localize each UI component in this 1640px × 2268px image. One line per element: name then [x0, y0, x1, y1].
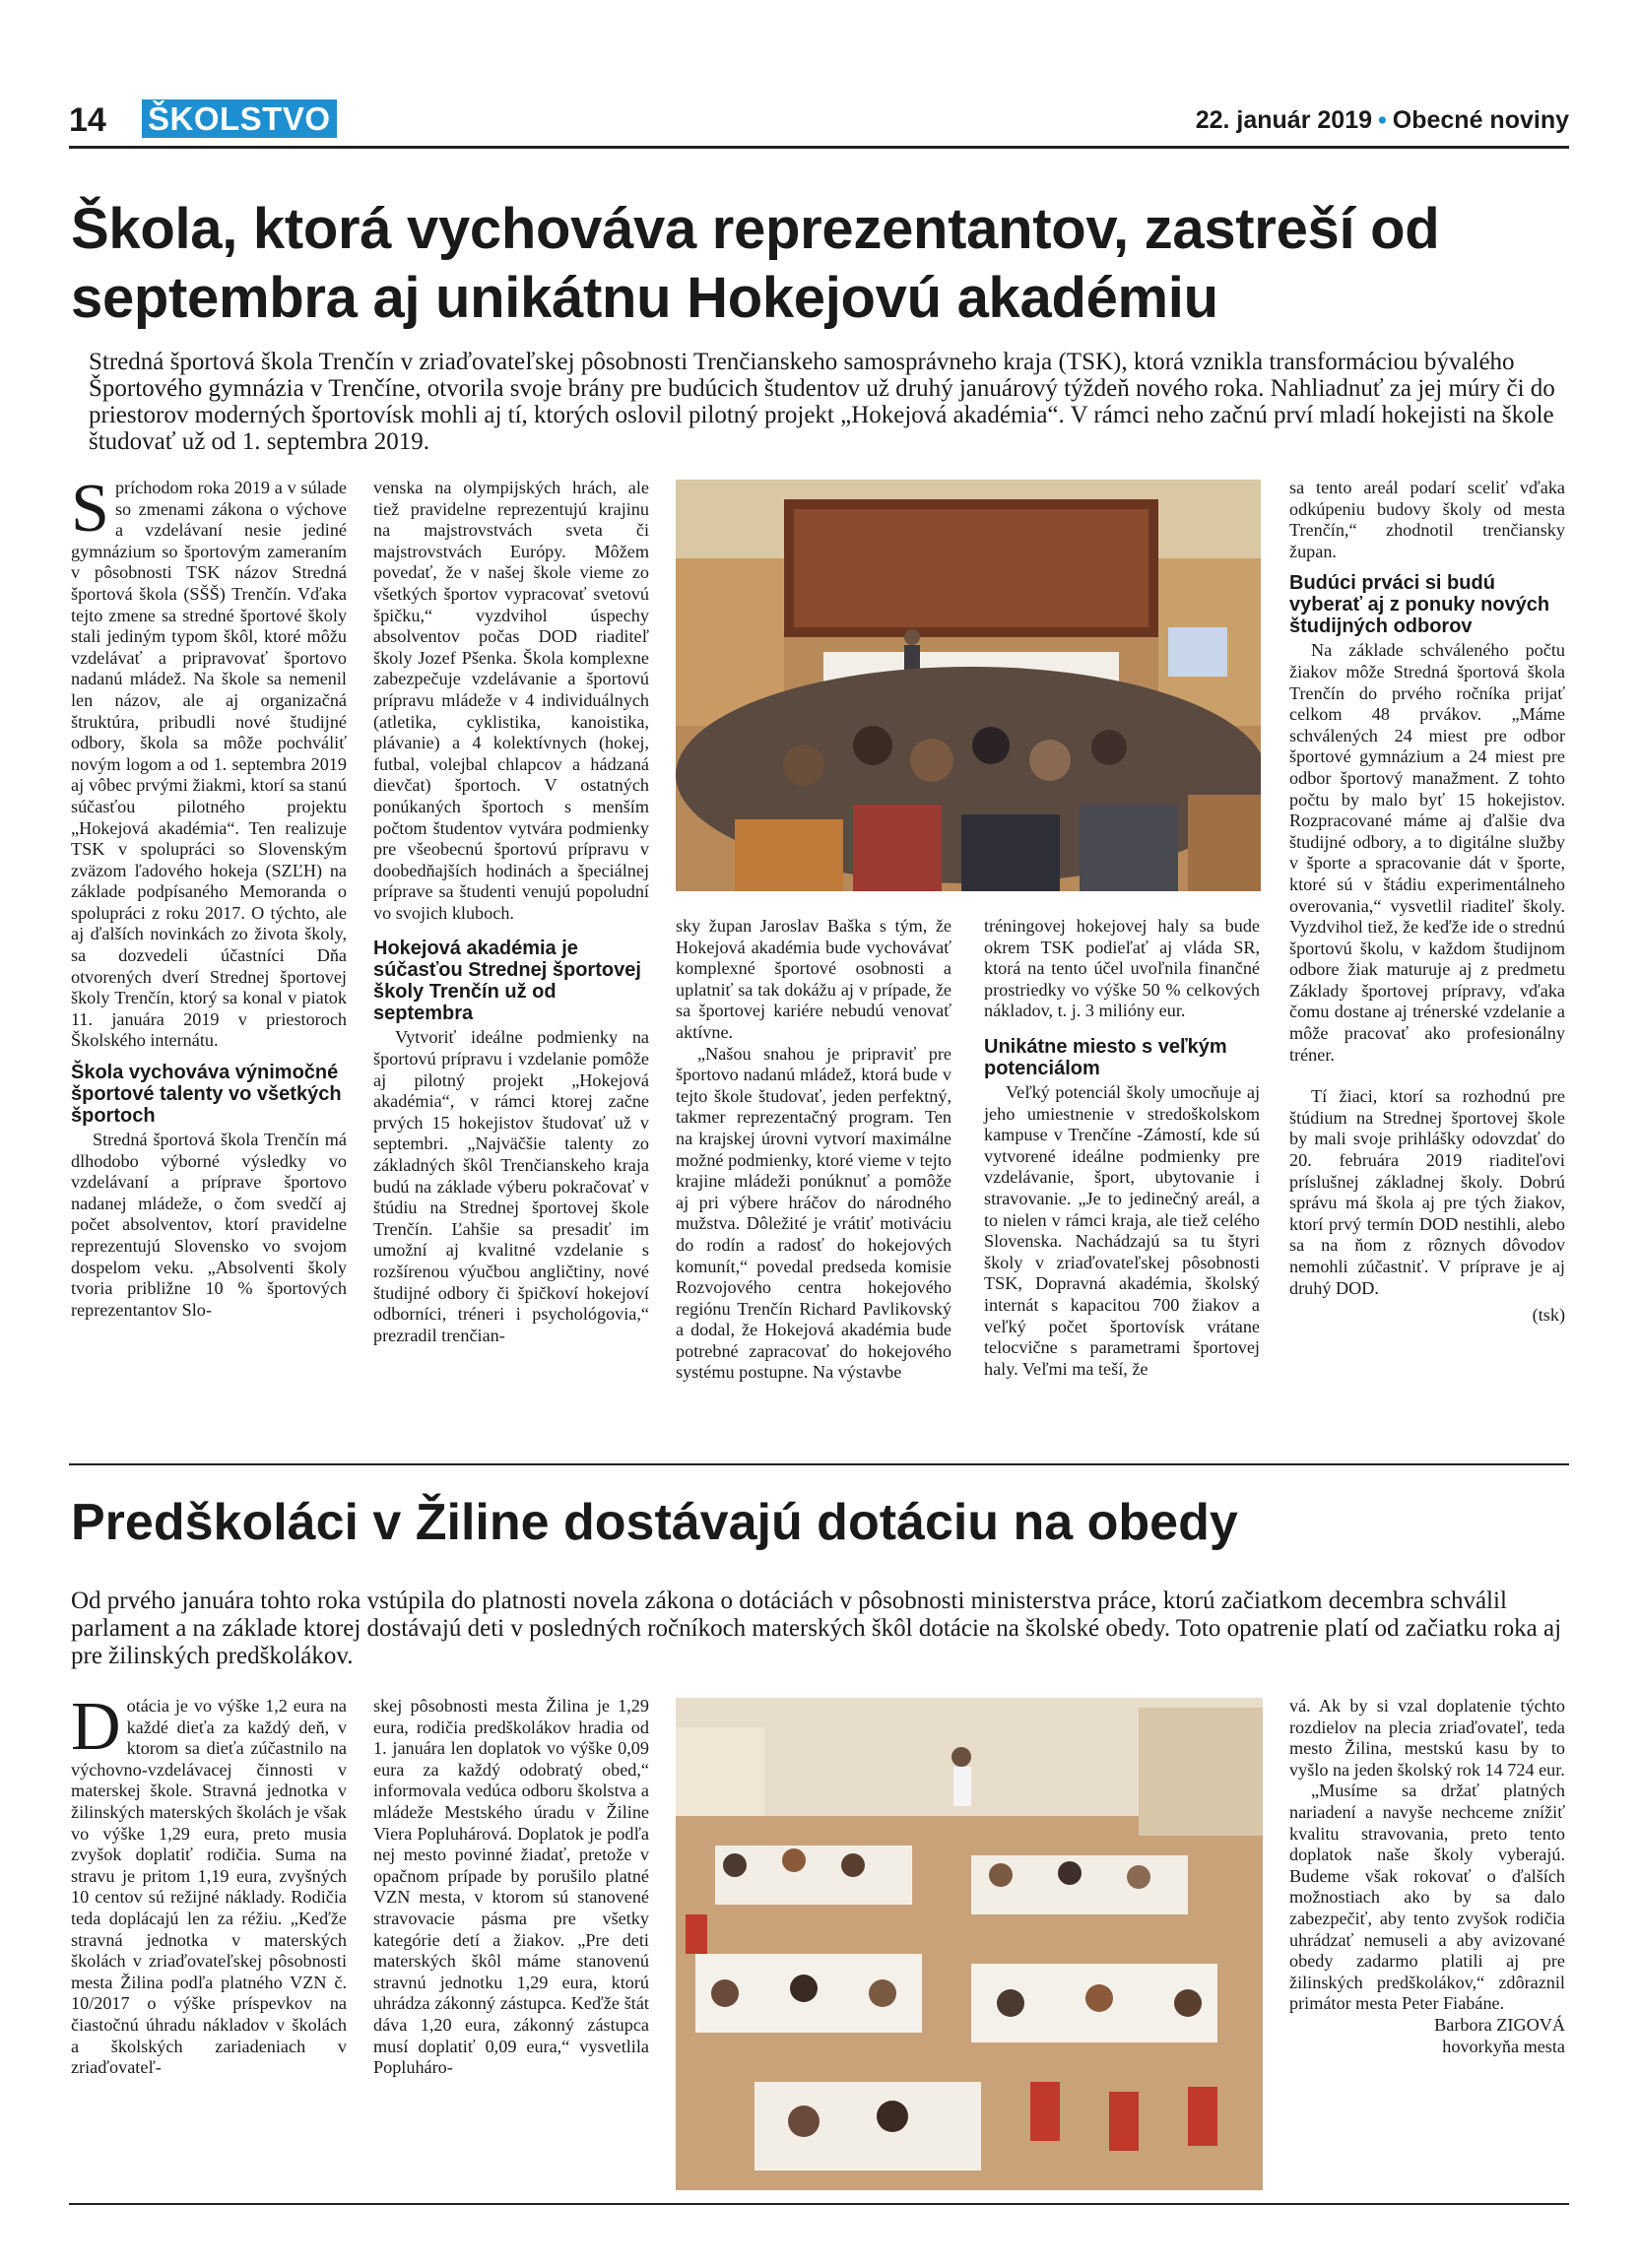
article1-col5-para3: Tí žiaci, ktorí sa rozhodnú pre štúdium na Strednej športovej škole by mali svoje prihlášky odovzdať do 20. februára 2019 riaditeľovi príslušnej základnej školy. Dobrú správu má škola aj pre tých žiakov, ktorí prvý termín DOD nestihli, alebo sa na ňom z rôznych dôvodov nemohli zúčastniť. V príprave je aj druhý DOD.	[1289, 1086, 1565, 1298]
article2-col1-text1: otácia je vo výške 1,2 eura na každé dieťa za každý deň, v ktorom sa dieťa zúčastnilo na výchovno-vzdelávacej činnosti v materskej škole. Stravná jednotka v žilinských materských školách je však vo výške 1,29 eura, preto musia zvyšok doplatiť rodičia. Suma na stravu je pritom 1,19 eura, zvyšných 10 centov sú režijné náklady. Rodičia teda doplácajú len za réžiu. „Keďže stravná jednotka v materských školách v zriaďovateľskej pôsobnosti mesta Žilina podľa platného VZN č. 10/2017 o výške príspevkov na čiastočnú úhradu nákladov v školách a školských zariadeniach v zriaďovateľ-	[71, 1696, 347, 2078]
article2-column-2	[373, 1696, 649, 2079]
article1-column-4	[984, 916, 1260, 1380]
article1-lead: Stredná športová škola Trenčín v zriaďovateľskej pôsobnosti Trenčianskeho samosprávneho kraja (TSK), ktorá vznikla transformáciou bývalého Športového gymnázia v Trenčíne, otvorila svoje brány pre budúcich študentov už druhý januárový týždeň nového roka. Nahliadnuť za jej múry či do priestorov moderných športovísk mohli aj tí, ktorých oslovil pilotný projekt „Hokejová akadémia“. V rámci neho začnú prví mladí hokejisti na škole študovať už od 1. septembra 2019.	[89, 349, 1555, 455]
article2-column-1	[71, 1689, 347, 2079]
footer-rule	[69, 2203, 1569, 2205]
article1-col5-para1: sa tento areál podarí sceliť vďaka odkúpeniu budovy školy od mesta Trenčín,“ zhodnotil trenčiansky župan.	[1289, 478, 1565, 561]
article1-col5-para2: Na základe schváleného počtu žiakov môže Stredná športová škola Trenčín do prvého ročníka prijať celkom 48 prvákov. „Máme schválených 24 miest pre odbor športové gymnázium a 24 miest pre odbor športový manažment. Z tohto počtu by malo byť 15 hokejistov. Rozpracované máme aj ďalšie dva študijné odbory, a to digitálne služby v športe a spracovanie dát v športe, ktoré sú v štádiu experimentálneho overovania,“ vysvetlil riaditeľ školy. Vyzdvihol tiež, že keďže ide o strednú športovú školu, v každom študijnom odbore žiak maturuje aj z predmetu Základy športovej prípravy, vďaka čomu dostane aj trénerské vzdelanie a môže pracovať ako profesionálny tréner.	[1289, 640, 1565, 1065]
article1-headline: Škola, ktorá vychováva reprezentantov, zastreší od septembra aj unikátnu Hokejovú akadémiu	[71, 197, 1440, 330]
article2-column-3	[1289, 1696, 1565, 2057]
article2-col3-para1: vá. Ak by si vzal doplatenie týchto rozdielov na plecia zriaďovateľ, teda mesto Žilina, mestskú kasu by to vyšlo na jeden školský rok 14 724 eur.	[1289, 1696, 1565, 1780]
article2-col1-para1	[71, 1689, 347, 2079]
article1-col4-para2: Veľký potenciál školy umocňuje aj jeho umiestnenie v stredoškolskom kampuse v Trenčíne -Zámostí, kde sú vytvorené ideálne podmienky pre vzdelávanie, šport, ubytovanie i stravovanie. „Je to jedinečný areál, a to nielen v rámci kraja, ale tiež celého Slovenska. Nachádzajú sa tu štyri školy v zriaďovateľskej pôsobnosti TSK, Dopravná akadémia, školský internát s kapacitou 700 žiakov a veľký počet športovísk vrátane telocvične s parametrami športovej haly. Veľmi ma teší, že	[984, 1081, 1260, 1379]
open-day-photo-image	[676, 480, 1261, 891]
article1-column-1	[71, 471, 347, 1321]
kindergarten-lunch-photo-image	[676, 1698, 1263, 2190]
article1-subhead-4: Budúci prváci si budú vyberať aj z ponuky nových študijných odborov	[1289, 572, 1550, 638]
article1-subhead-2: Hokejová akadémia je súčasťou Strednej športovej školy Trenčín už od septembra	[373, 938, 641, 1025]
dropcap-d: D	[71, 1689, 121, 1765]
open-day-photo	[676, 480, 1261, 891]
article1-subhead-1: Škola vychováva výnimočné športové talenty vo všetkých športoch	[71, 1062, 342, 1128]
section-label: ŠKOLSTVO	[142, 99, 337, 138]
article2-col2-para1: skej pôsobnosti mesta Žilina je 1,29 eura, rodičia predškolákov hradia od 1. januára len doplatok vo výške 0,09 eura za každý odobratý obed,“ informovala vedúca odboru školstva a mládeže Mestského úradu v Žiline Viera Popluhárová. Doplatok je podľa nej mesto povinné žiadať, pretože v opačnom prípade by porušilo platné VZN mesta, v ktorom sú stanovené stravovacie pásma pre všetky kategórie detí a žiakov. „Pre deti materských škôl máme stanovenú stravnú jednotku 1,29 eura, ktorú uhrádza zákonný zástupca. Keďže štát dáva 1,20 eura, zákonný zástupca musí doplatiť 0,09 eura,“ vysvetlila Popluháro-	[373, 1696, 649, 2078]
article1-col4-para1: tréningovej hokejovej haly sa bude okrem TSK podieľať aj vláda SR, ktorá na tento účel uvoľnila finančné prostriedky vo výške 50 % celkových nákladov, t. j. 3 milióny eur.	[984, 916, 1260, 1021]
separator-dot: •	[1378, 106, 1387, 134]
article-divider	[69, 1463, 1569, 1465]
article2-lead: Od prvého januára tohto roka vstúpila do platnosti novela zákona o dotáciách v pôsobnosti ministerstva práce, ktorú začiatkom decembra schválil parlament a na základe ktorej dostávajú deti v posledných ročníkoch materských škôl dotácie na školské obedy. Toto opatrenie platí od začiatku roka aj pre žilinských predškolákov.	[71, 1588, 1562, 1669]
article2-signature-role: hovorkyňa mesta	[1442, 2036, 1565, 2056]
article1-subhead-3: Unikátne miesto s veľkým potenciálom	[984, 1035, 1227, 1079]
article1-col1-para2: Stredná športová škola Trenčín má dlhodobo výborné výsledky vo vzdelávaní a príprave športovo nadanej mládeže, o čom svedčí aj počet absolventov, ktorí pravidelne reprezentujú Slovensko vo svojom dospelom veku. „Absolventi školy tvoria približne 10 % športových reprezentantov Slo-	[71, 1130, 347, 1320]
article1-column-2	[373, 478, 649, 1346]
kindergarten-lunch-photo	[676, 1698, 1263, 2190]
dateline	[1196, 106, 1569, 135]
article1-col1-text1: príchodom roka 2019 a v súlade so zmenami zákona o výchove a vzdelávaní nesie jediné gymnázium so športovým zameraním v pôsobnosti TSK názov Stredná športová škola (SŠŠ) Trenčín. Vďaka tejto zmene sa stredné športové školy stali jediným typom škôl, ktoré môžu vzdelávať a pripravovať športovo nadanú mládež. Na škole sa nemenil len názov, ale aj organizačná štruktúra, pribudli nové študijné odbory, škola sa môže pochváliť novým logom a od 1. septembra 2019 aj vôbec prvými žiakmi, ktorí sa stanú súčasťou pilotného projektu „Hokejová akadémia“. Ten realizuje TSK v spolupráci so Slovenským zväzom ľadového hokeja (SZĽH) na základe podpísaného Memoranda o spolupráci z roku 2017. O týchto, ale aj ďalších novinkách zo života školy, sa dozvedeli účastníci Dňa otvorených dverí Strednej športovej školy Trenčín, ktorý sa konal v piatok 11. januára 2019 v priestoroch Školského internátu.	[71, 478, 347, 1051]
header-rule	[69, 146, 1569, 149]
article1-col3-para1: sky župan Jaroslav Baška s tým, že Hokejová akadémia bude vychovávať komplexné športové osobnosti a uplatniť sa tak dokážu aj v prípade, že sa športovej kariére nebudú venovať aktívne.	[676, 916, 951, 1042]
article1-signature: (tsk)	[1532, 1305, 1565, 1326]
article1-column-5	[1289, 478, 1565, 1327]
dropcap-s: S	[71, 471, 109, 547]
article1-col1-para1	[71, 471, 347, 1052]
article2-headline: Predškoláci v Žiline dostávajú dotáciu na obedy	[71, 1494, 1238, 1551]
article1-col3-para2: „Našou snahou je pripraviť pre športovo nadanú mládež, ktorá bude v tejto škole študovať, jeden perfektný, takmer reprezentačný program. Ten na krajskej úrovni vytvorí maximálne možné podmienky, ktoré vieme v tejto krajine mládeži ponúknuť a pomôže aj pri výbere hráčov do národného mužstva. Dôležité je vrátiť motiváciu do rodín a radosť do hokejových komunít,“ povedal predseda komisie Rozvojového centra hokejového regiónu Trenčín Richard Pavlikovský a dodal, že Hokejová akadémia bude potrebné zapracovať do hokejového systému postupne. Na výstavbe	[676, 1043, 951, 1383]
article1-column-3	[676, 916, 951, 1384]
publication-name: Obecné noviny	[1392, 106, 1569, 134]
article2-col3-para2: „Musíme sa držať platných nariadení a navyše nechceme znížiť kvalitu stravovania, preto tento doplatok naše školy vyberajú. Budeme však rokovať o ďalších možnostiach ako by sa dalo zabezpečiť, aby tento zvyšok rodičia uhrádzať nemuseli a aby avizované obedy zadarmo platili aj pre žilinských predškolákov,“ zdôraznil primátor mesta Peter Fiabáne.	[1289, 1781, 1565, 2014]
issue-date: 22. január 2019	[1195, 106, 1373, 134]
article2-signature-name: Barbora ZIGOVÁ	[1434, 2014, 1565, 2035]
article1-col2-para2: Vytvoriť ideálne podmienky na športovú prípravu i vzdelanie pomôže aj pilotný projekt „Hokejová akadémia“, v rámci ktorej začne prvých 15 hokejistov študovať už v septembri. „Najväčšie talenty zo základných škôl Trenčianskeho kraja budú na základe výberu pokračovať v štúdiu na Strednej športovej škole Trenčín. Ľahšie sa presadiť im umožní aj kvalitné vzdelanie s rozšírenou výučbou angličtiny, nové študijné odbory či špičkoví hokejoví odborníci, tréneri i psychológovia,“ prezradil trenčian-	[373, 1027, 649, 1345]
article1-col2-para1: venska na olympijských hrách, ale tiež pravidelne reprezentujú krajinu na majstrovstvách sveta či majstrovstvách Európy. Môžem povedať, že v našej škole vieme zo všetkých športov vypracovať svetovú špičku,“ vyzdvihol úspechy absolventov počas DOD riaditeľ školy Jozef Pšenka. Škola komplexne zabezpečuje vzdelávanie a športovú prípravu mládeže v 4 individuálnych (atletika, cyklistika, kanoistika, plávanie) a 4 kolektívnych (hokej, futbal, volejbal chlapcov a hádzaná dievčat) športoch. V ostatných ponúkaných športoch s menším počtom študentov vytvára podmienky pre všeobecnú športovú prípravu v doobedňajších hodinách a špeciálnej príprave sa študenti venujú popoludní vo svojich kluboch.	[373, 478, 649, 923]
page-number: 14	[69, 101, 106, 139]
